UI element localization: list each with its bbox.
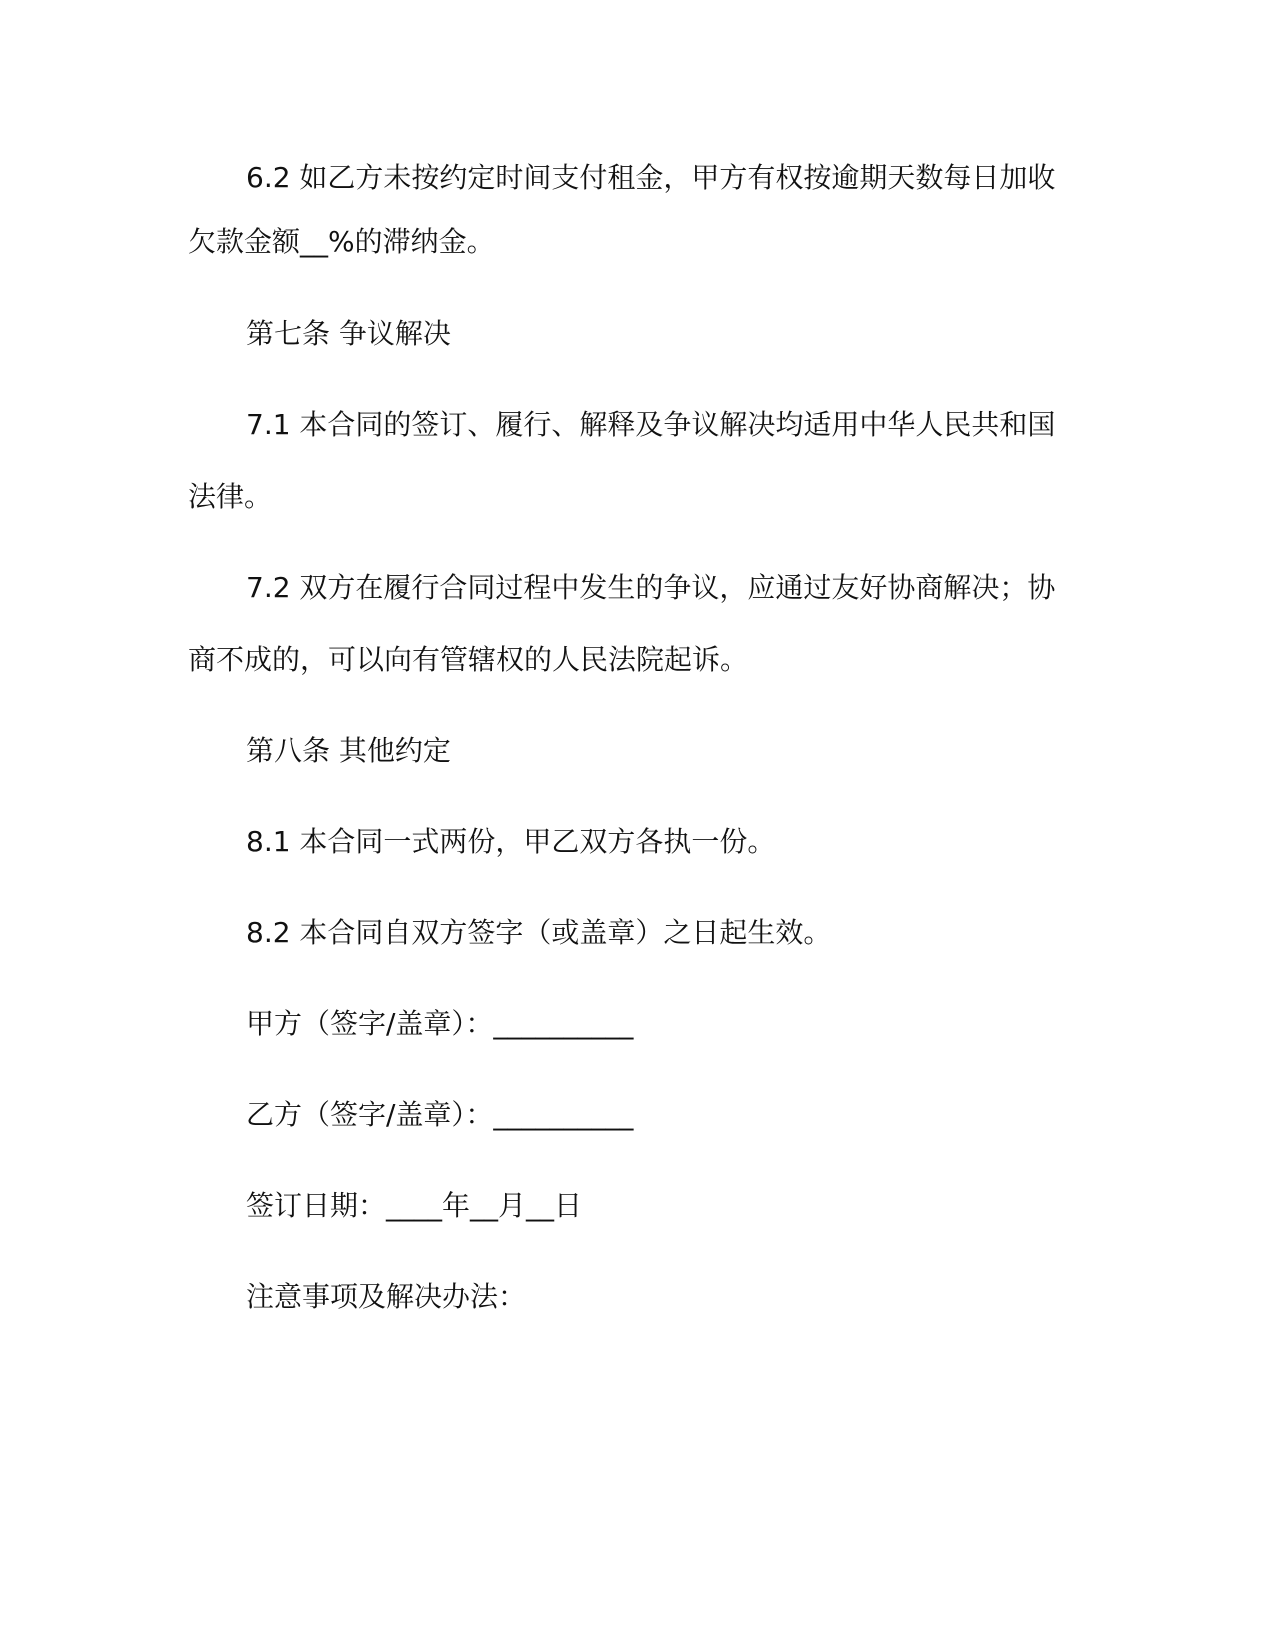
clause-7-1-line-1: 7.1 本合同的签订、履行、解释及争议解决均适用中华人民共和国 xyxy=(246,408,1056,441)
clause-6-2-line-2: 欠款金额__%的滞纳金。 xyxy=(188,225,495,258)
article-8-heading: 第八条 其他约定 xyxy=(246,734,451,767)
clause-8-1: 8.1 本合同一式两份，甲乙双方各执一份。 xyxy=(246,825,776,858)
party-b-signature-line: 乙方（签字/盖章）：__________ xyxy=(246,1098,634,1131)
party-a-signature-line: 甲方（签字/盖章）：__________ xyxy=(246,1007,634,1040)
clause-7-2-line-2: 商不成的，可以向有管辖权的人民法院起诉。 xyxy=(188,643,749,676)
clause-6-2-line-1: 6.2 如乙方未按约定时间支付租金，甲方有权按逾期天数每日加收 xyxy=(246,161,1056,194)
clause-8-2: 8.2 本合同自双方签字（或盖章）之日起生效。 xyxy=(246,916,832,949)
article-7-heading: 第七条 争议解决 xyxy=(246,317,451,350)
signing-date-line: 签订日期：____年__月__日 xyxy=(246,1189,583,1222)
clause-7-2-line-1: 7.2 双方在履行合同过程中发生的争议，应通过友好协商解决；协 xyxy=(246,571,1056,604)
notes-heading: 注意事项及解决办法： xyxy=(246,1280,527,1313)
clause-7-1-line-2: 法律。 xyxy=(188,480,273,513)
